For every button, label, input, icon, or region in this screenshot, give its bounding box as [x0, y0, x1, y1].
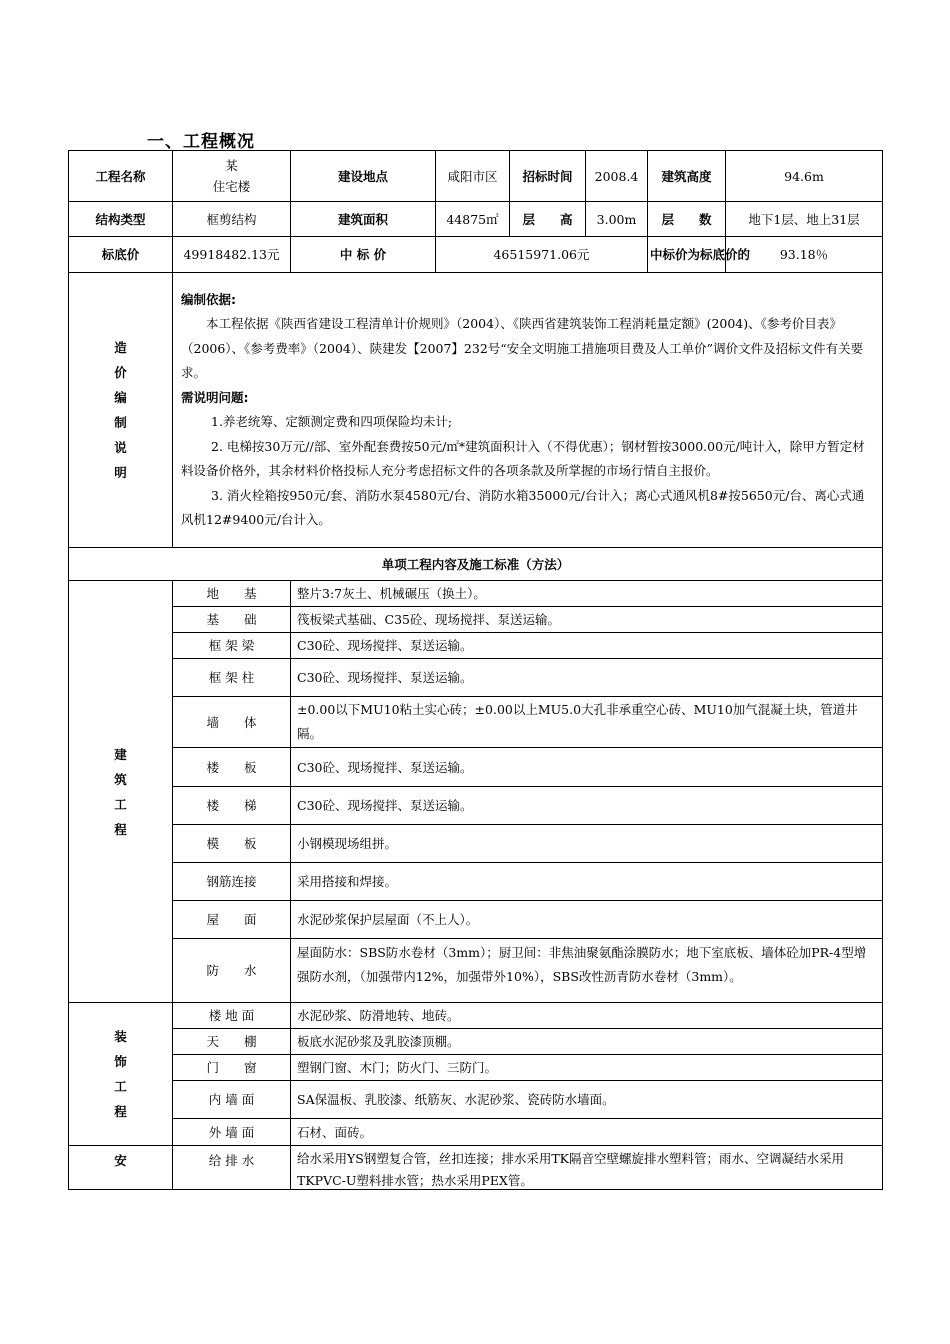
building-row [69, 825, 883, 863]
item-desc: C30砼、现场搅拌、泵送运输。 [291, 633, 883, 659]
height-value: 94.6m [726, 151, 883, 202]
install-side-label [69, 1146, 173, 1190]
floors-label: 层 数 [648, 202, 726, 237]
side-char: 编 [114, 390, 127, 405]
side-char: 明 [114, 465, 127, 480]
building-row [69, 863, 883, 901]
decoration-row [69, 1119, 883, 1146]
cost-notes-side-label [69, 273, 173, 548]
side-char: 工 [114, 796, 127, 812]
project-name-line1: 某 [225, 158, 238, 173]
building-row [69, 787, 883, 825]
decoration-side-label [69, 1003, 173, 1146]
building-row [69, 581, 883, 607]
side-char: 饰 [114, 1054, 127, 1069]
item-desc: C30砼、现场搅拌、泵送运输。 [291, 659, 883, 697]
item-desc: 水泥砂浆保护层屋面（不上人）。 [291, 901, 883, 939]
location-value: 咸阳市区 [436, 151, 510, 202]
area-label: 建筑面积 [291, 202, 436, 237]
location-label: 建设地点 [291, 151, 436, 202]
project-overview-table [68, 150, 883, 1190]
summary-row-3 [69, 237, 883, 273]
item-desc: 采用搭接和焊接。 [291, 863, 883, 901]
cost-notes-content [173, 273, 883, 548]
item-name: 内 墙 面 [173, 1081, 291, 1119]
issue-2: 2. 电梯按30万元//部、室外配套费按50元/㎡*建筑面积计入（不得优惠）；钢材暂按3000.00元/吨计入，除甲方暂定材料设备价格外，其余材料价格投标人充分考虑招标文件的各项条款及所掌握的市场行情自主报价。 [181, 438, 865, 478]
item-name: 屋 面 [173, 901, 291, 939]
page-heading: 一、工程概况 [147, 132, 255, 152]
project-name-value [173, 151, 291, 202]
ratio-value: 93.18％ [726, 237, 883, 273]
item-desc: 板底水泥砂浆及乳胶漆顶棚。 [291, 1029, 883, 1055]
item-desc: 筏板梁式基础、C35砼、现场搅拌、泵送运输。 [291, 607, 883, 633]
decoration-row [69, 1029, 883, 1055]
item-desc: 水泥砂浆、防滑地转、地砖。 [291, 1003, 883, 1029]
install-row [69, 1146, 883, 1190]
winning-price-label: 中 标 价 [291, 237, 436, 273]
item-desc: SA保温板、乳胶漆、纸筋灰、水泥砂浆、瓷砖防水墙面。 [291, 1081, 883, 1119]
area-value: 44875㎡ [436, 202, 510, 237]
item-name: 钢筋连接 [173, 863, 291, 901]
section-title: 单项工程内容及施工标准（方法） [69, 548, 883, 581]
item-desc: ±0.00以下MU10粘土实心砖；±0.00以上MU5.0大孔非承重空心砖、MU10加气混凝土块，管道井隔。 [291, 697, 883, 748]
ratio-label: 中标价为标底价的 [648, 237, 726, 273]
item-name: 外 墙 面 [173, 1119, 291, 1146]
project-name-line2: 住宅楼 [212, 179, 251, 194]
side-char: 装 [114, 1029, 127, 1044]
item-name: 楼 梯 [173, 787, 291, 825]
side-char: 筑 [114, 771, 127, 787]
side-char: 说 [114, 440, 127, 455]
decoration-row [69, 1003, 883, 1029]
basis-text: 本工程依据《陕西省建设工程清单计价规则》（2004）、《陕西省建筑装饰工程消耗量定额》(2004)、《参考价目表》（2006）、《参考费率》（2004）、陕建发【2007】232号“安全文明施工措施项目费及人工单价”调价文件及招标文件有关要求。 [181, 316, 864, 380]
building-row [69, 939, 883, 1003]
summary-row-1 [69, 151, 883, 202]
side-char: 造 [114, 340, 127, 355]
item-desc: C30砼、现场搅拌、泵送运输。 [291, 787, 883, 825]
item-desc [291, 939, 883, 1003]
building-row [69, 748, 883, 787]
item-desc: 整片3:7灰土、机械碾压（换土）。 [291, 581, 883, 607]
item-desc [291, 1146, 883, 1190]
item-name: 楼 板 [173, 748, 291, 787]
project-name-label: 工程名称 [69, 151, 173, 202]
building-row [69, 633, 883, 659]
item-desc: 小钢模现场组拼。 [291, 825, 883, 863]
item-name: 防 水 [173, 939, 291, 1003]
side-char: 程 [114, 821, 127, 837]
issues-title: 需说明问题: [181, 389, 249, 405]
item-name: 基 础 [173, 607, 291, 633]
structure-label: 结构类型 [69, 202, 173, 237]
side-char: 安 [114, 1153, 127, 1168]
issue-1: 1.养老统筹、定额测定费和四项保险均未计; [211, 414, 453, 429]
basis-title: 编制依据: [181, 291, 236, 307]
structure-value: 框剪结构 [173, 202, 291, 237]
bid-time-value: 2008.4 [586, 151, 648, 202]
side-char: 工 [114, 1079, 127, 1094]
building-row [69, 901, 883, 939]
item-name: 框 架 柱 [173, 659, 291, 697]
floor-height-value: 3.00m [586, 202, 648, 237]
building-row [69, 697, 883, 748]
decoration-row [69, 1081, 883, 1119]
item-name: 门 窗 [173, 1055, 291, 1081]
summary-row-2 [69, 202, 883, 237]
base-price-label: 标底价 [69, 237, 173, 273]
winning-price-value: 46515971.06元 [436, 237, 648, 273]
floors-value: 地下1层、地上31层 [726, 202, 883, 237]
building-side-label [69, 581, 173, 1003]
side-char: 制 [114, 415, 127, 430]
bid-time-label: 招标时间 [510, 151, 586, 202]
side-char: 程 [114, 1104, 127, 1119]
floor-height-label: 层 高 [510, 202, 586, 237]
item-name: 模 板 [173, 825, 291, 863]
base-price-value: 49918482.13元 [173, 237, 291, 273]
item-name: 楼 地 面 [173, 1003, 291, 1029]
building-row [69, 607, 883, 633]
side-char: 建 [114, 746, 127, 762]
decoration-row [69, 1055, 883, 1081]
issue-3: 3. 消火栓箱按950元/套、消防水泵4580元/台、消防水箱35000元/台计入；离心式通风机8#按5650元/台、离心式通风机12#9400元/台计入。 [181, 487, 865, 527]
item-desc: 塑钢门窗、木门；防火门、三防门。 [291, 1055, 883, 1081]
item-desc: C30砼、现场搅拌、泵送运输。 [291, 748, 883, 787]
item-name: 框 架 梁 [173, 633, 291, 659]
item-name: 天 棚 [173, 1029, 291, 1055]
side-char: 价 [114, 365, 127, 380]
height-label: 建筑高度 [648, 151, 726, 202]
waterproof-desc: 屋面防水：SBS防水卷材（3mm）；厨卫间：非焦油聚氨酯涂膜防水；地下室底板、墙体砼加PR-4型增强防水剂，（加强带内12%，加强带外10%），SBS改性沥青防水卷材（3mm）。 [297, 945, 867, 984]
section-title-row [69, 548, 883, 581]
building-row [69, 659, 883, 697]
item-name: 给 排 水 [173, 1146, 291, 1190]
cost-notes-row [69, 273, 883, 548]
item-name: 地 基 [173, 581, 291, 607]
plumbing-desc: 给水采用YS钢塑复合管，丝扣连接；排水采用TK隔音空壁螺旋排水塑料管；雨水、空调凝结水采用TKPVC-U塑料排水管；热水采用PEX管。 [297, 1151, 844, 1188]
item-name: 墙 体 [173, 697, 291, 748]
item-desc: 石材、面砖。 [291, 1119, 883, 1146]
